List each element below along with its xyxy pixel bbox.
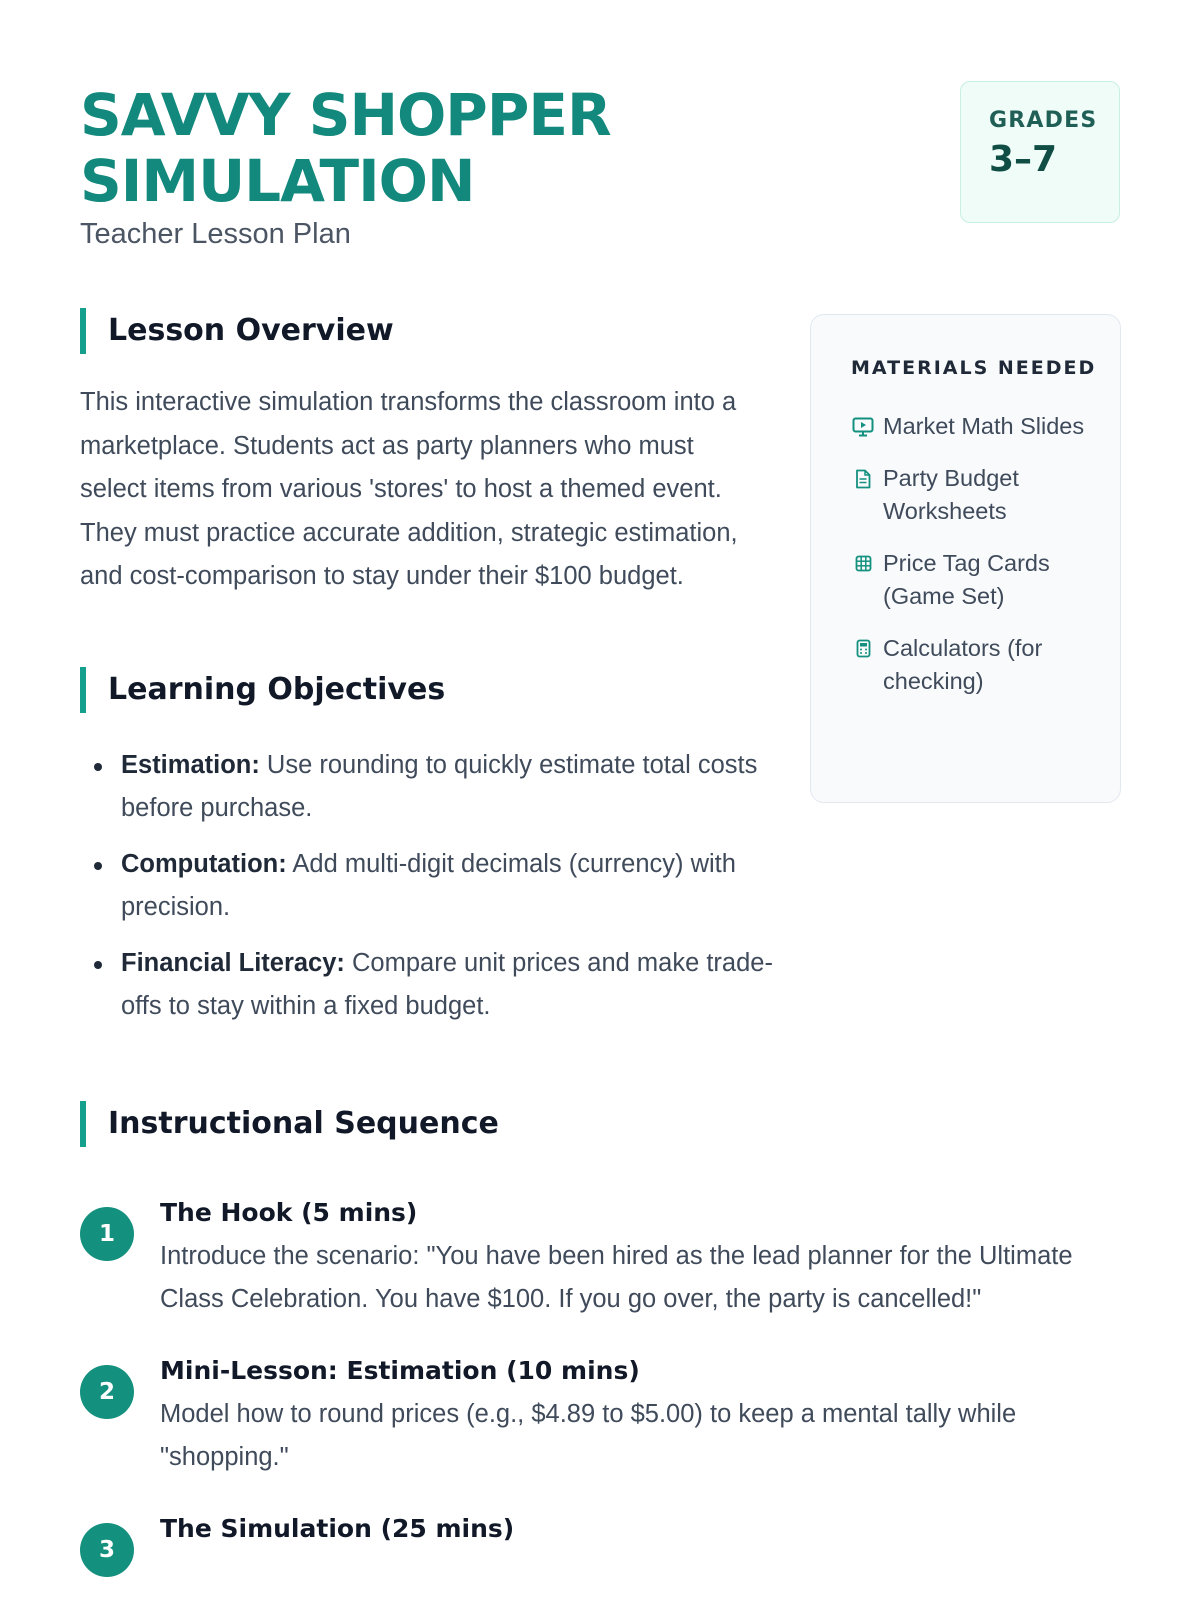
grid-icon	[851, 547, 875, 580]
grades-badge	[960, 81, 1120, 223]
lesson-overview-text: This interactive simulation transforms the classroom into a marketplace. Students act as party planners who must select items from various 'stores' to host a themed event. They must practice accurate addition, strategic estimation, and cost-comparison to stay under their $100 budget.	[80, 388, 738, 590]
document-icon	[851, 462, 875, 495]
material-item	[851, 547, 1100, 613]
title-line-2: SIMULATION	[80, 147, 475, 215]
calculator-icon	[851, 632, 875, 665]
learning-objectives-heading: Learning Objectives	[80, 667, 445, 713]
objective-text: Compare unit prices and make trade-offs to stay within a fixed budget.	[121, 949, 773, 1020]
objective-text: Use rounding to quickly estimate total costs before purchase.	[121, 751, 758, 822]
objectives-list	[80, 744, 780, 1041]
header	[80, 82, 611, 251]
objective-item	[80, 843, 780, 929]
material-label: Party Budget Worksheets	[883, 465, 1019, 524]
presentation-icon	[851, 410, 875, 443]
instructional-sequence-heading: Instructional Sequence	[80, 1101, 499, 1147]
steps-list	[80, 1193, 1120, 1579]
objective-term: Estimation:	[121, 751, 260, 779]
step-item	[80, 1193, 1120, 1321]
objective-item	[80, 942, 780, 1028]
step-title: The Hook (5 mins)	[160, 1198, 418, 1227]
step-number-badge: 3	[80, 1523, 134, 1577]
materials-title: MATERIALS NEEDED	[851, 357, 1097, 379]
grades-label: GRADES	[989, 108, 1098, 133]
step-title: Mini-Lesson: Estimation (10 mins)	[160, 1356, 640, 1385]
step-item	[80, 1351, 1120, 1479]
objective-item	[80, 744, 780, 830]
lesson-overview-heading: Lesson Overview	[80, 308, 394, 354]
objective-term: Financial Literacy:	[121, 949, 345, 977]
objective-text: Add multi-digit decimals (currency) with precision.	[121, 850, 736, 921]
materials-list	[851, 410, 1100, 698]
materials-panel	[810, 314, 1121, 803]
step-description: Introduce the scenario: "You have been hired as the lead planner for the Ultimate Class Celebration. You have $100. If you go over, the party is cancelled!"	[160, 1242, 1073, 1313]
material-label: Calculators (for checking)	[883, 635, 1043, 694]
objective-term: Computation:	[121, 850, 287, 878]
material-item	[851, 632, 1100, 698]
material-item	[851, 410, 1100, 443]
step-number-badge: 1	[80, 1207, 134, 1261]
page-title	[80, 82, 611, 214]
step-description: Model how to round prices (e.g., $4.89 to $5.00) to keep a mental tally while "shopping."	[160, 1400, 1017, 1471]
page-subtitle: Teacher Lesson Plan	[80, 218, 351, 250]
step-number-badge: 2	[80, 1365, 134, 1419]
title-line-1: SAVVY SHOPPER	[80, 81, 611, 149]
grades-value: 3–7	[989, 139, 1058, 180]
material-item	[851, 462, 1100, 528]
step-title: The Simulation (25 mins)	[160, 1514, 515, 1543]
material-label: Price Tag Cards (Game Set)	[883, 550, 1050, 609]
material-label: Market Math Slides	[883, 413, 1085, 439]
step-item	[80, 1509, 1120, 1563]
